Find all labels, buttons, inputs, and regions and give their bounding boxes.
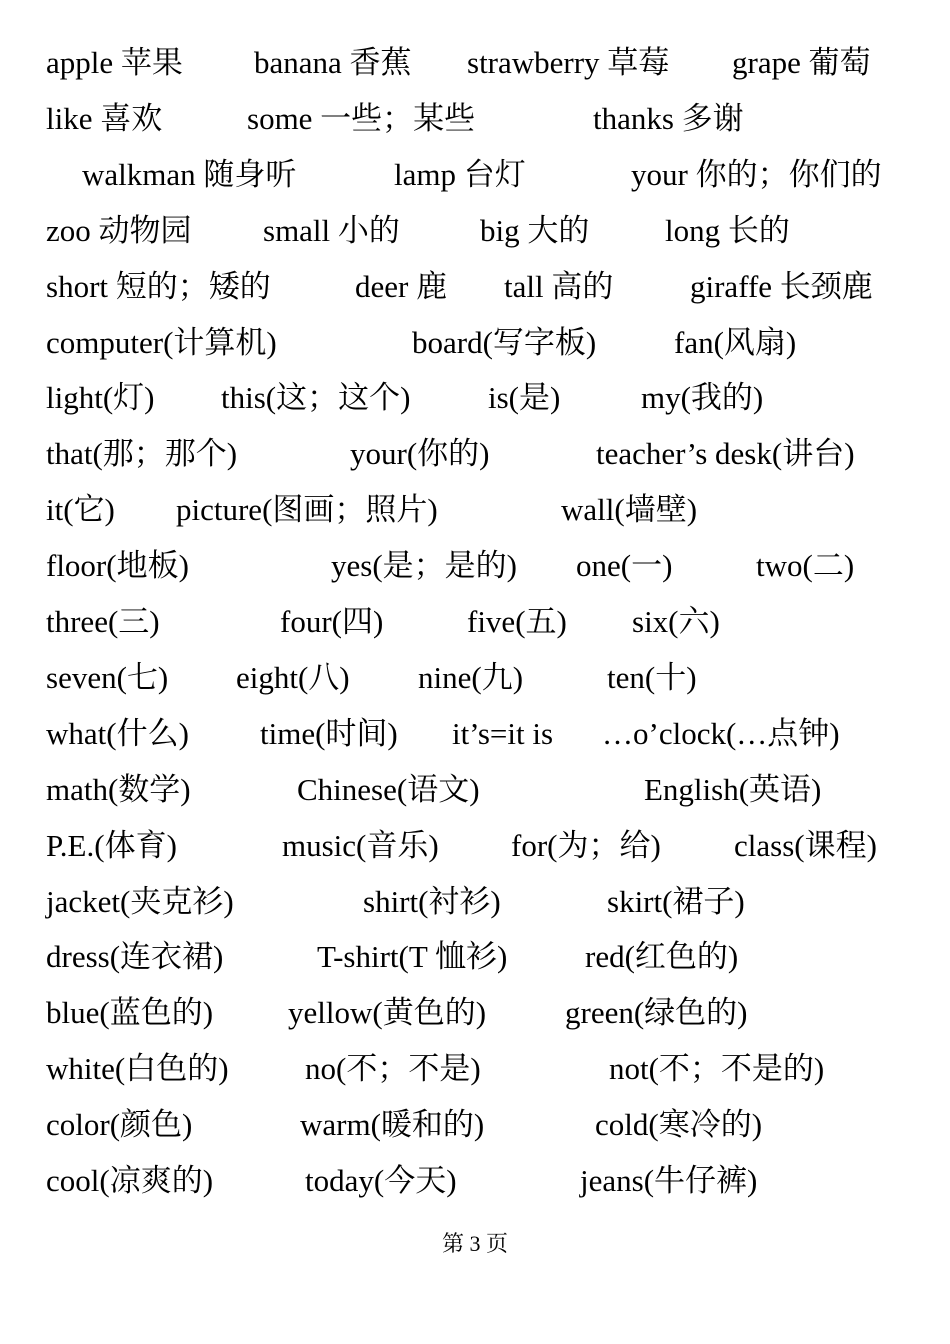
vocab-row	[0, 482, 950, 538]
vocab-entry: this(这；这个)	[221, 380, 411, 416]
vocab-row	[0, 259, 950, 315]
vocab-entry: it(它)	[46, 492, 115, 528]
vocab-entry: not(不；不是的)	[609, 1051, 825, 1087]
vocab-entry: is(是)	[488, 380, 561, 416]
vocab-entry: long 长的	[665, 212, 790, 248]
vocab-row	[0, 147, 950, 203]
vocab-entry: zoo 动物园	[46, 212, 192, 248]
vocab-entry: giraffe 长颈鹿	[690, 268, 873, 304]
vocab-row	[0, 426, 950, 482]
vocab-entry: deer 鹿	[355, 268, 448, 304]
vocab-row	[0, 650, 950, 706]
vocab-entry: three(三)	[46, 604, 160, 639]
page-number: 第 3 页	[441, 1231, 508, 1256]
vocab-entry: that(那；那个)	[46, 436, 238, 472]
vocab-entry: dress(连衣裙)	[46, 939, 224, 975]
vocab-entry: what(什么)	[46, 715, 189, 751]
vocab-entry: blue(蓝色的)	[46, 995, 214, 1031]
vocab-entry: cold(寒冷的)	[595, 1107, 763, 1143]
vocab-entry: grape 葡萄	[732, 45, 871, 80]
vocab-entry: warm(暖和的)	[300, 1107, 485, 1143]
vocab-entry: two(二)	[756, 548, 855, 584]
vocab-row	[0, 370, 950, 426]
vocab-entry: seven(七)	[46, 659, 169, 695]
vocab-entry: jeans(牛仔裤)	[580, 1163, 758, 1198]
vocab-entry: it’s=it is	[452, 715, 554, 751]
vocab-entry: your(你的)	[350, 436, 490, 472]
vocab-entry: nine(九)	[418, 659, 524, 695]
vocab-entry: jacket(夹克衫)	[46, 883, 234, 919]
vocab-row	[0, 1097, 950, 1153]
vocab-entry: your 你的；你们的	[631, 156, 882, 192]
vocab-entry: four(四)	[280, 604, 384, 639]
vocab-row	[0, 35, 950, 91]
vocab-entry: floor(地板)	[46, 548, 189, 584]
vocab-entry: like 喜欢	[46, 100, 163, 136]
vocab-row	[0, 818, 950, 874]
vocab-entry: six(六)	[632, 604, 720, 639]
vocab-entry: small 小的	[263, 212, 400, 248]
vocab-entry: some 一些；某些	[247, 100, 476, 136]
vocab-entry: English(英语)	[644, 771, 822, 807]
vocab-entry: my(我的)	[641, 380, 764, 416]
vocab-entry: …o’clock(…点钟)	[602, 715, 840, 751]
vocab-row	[0, 203, 950, 259]
vocab-row	[0, 762, 950, 818]
vocab-row	[0, 874, 950, 930]
vocab-entry: yes(是；是的)	[331, 548, 517, 584]
vocab-entry: Chinese(语文)	[297, 771, 480, 807]
vocab-entry: red(红色的)	[585, 939, 739, 975]
vocab-entry: time(时间)	[260, 715, 398, 751]
vocab-entry: no(不；不是)	[305, 1051, 481, 1087]
vocab-entry: teacher’s desk(讲台)	[596, 436, 855, 472]
vocab-row	[0, 1153, 950, 1209]
vocab-row	[0, 929, 950, 985]
vocab-entry: shirt(衬衫)	[363, 883, 501, 919]
vocab-row	[0, 538, 950, 594]
vocab-entry: today(今天)	[305, 1163, 457, 1198]
vocab-entry: for(为；给)	[511, 827, 661, 863]
vocab-entry: strawberry 草莓	[467, 45, 670, 80]
vocab-entry: one(一)	[576, 548, 673, 584]
vocab-entry: board(写字板)	[412, 324, 597, 360]
vocab-entry: light(灯)	[46, 380, 155, 416]
vocab-entry: lamp 台灯	[394, 156, 526, 192]
vocab-row	[0, 706, 950, 762]
vocab-entry: picture(图画；照片)	[176, 492, 438, 528]
vocab-entry: eight(八)	[236, 659, 350, 695]
vocab-entry: cool(凉爽的)	[46, 1163, 214, 1198]
vocab-entry: yellow(黄色的)	[288, 995, 487, 1031]
vocab-entry: computer(计算机)	[46, 324, 277, 360]
vocab-entry: banana 香蕉	[254, 45, 412, 80]
vocab-entry: math(数学)	[46, 771, 191, 807]
vocab-entry: P.E.(体育)	[46, 827, 177, 863]
vocab-entry: class(课程)	[734, 827, 877, 863]
vocab-row	[0, 985, 950, 1041]
vocab-entry: green(绿色的)	[565, 995, 748, 1031]
vocab-entry: ten(十)	[607, 659, 697, 695]
vocab-entry: apple 苹果	[46, 45, 183, 80]
vocab-entry: music(音乐)	[282, 827, 439, 863]
vocab-entry: walkman 随身听	[82, 156, 297, 192]
vocab-entry: wall(墙壁)	[561, 492, 698, 528]
vocab-entry: short 短的；矮的	[46, 268, 271, 304]
vocab-entry: thanks 多谢	[593, 100, 744, 136]
vocab-entry: tall 高的	[504, 268, 614, 304]
vocab-entry: big 大的	[480, 212, 590, 248]
vocab-entry: T-shirt(T 恤衫)	[317, 939, 508, 975]
vocab-entry: fan(风扇)	[674, 324, 797, 360]
vocab-entry: white(白色的)	[46, 1051, 229, 1087]
vocab-entry: skirt(裙子)	[607, 883, 745, 919]
vocab-row	[0, 1041, 950, 1097]
vocab-entry: color(颜色)	[46, 1107, 193, 1143]
vocab-row	[0, 91, 950, 147]
vocab-entry: five(五)	[467, 604, 567, 639]
vocab-row	[0, 594, 950, 650]
vocab-row	[0, 315, 950, 371]
